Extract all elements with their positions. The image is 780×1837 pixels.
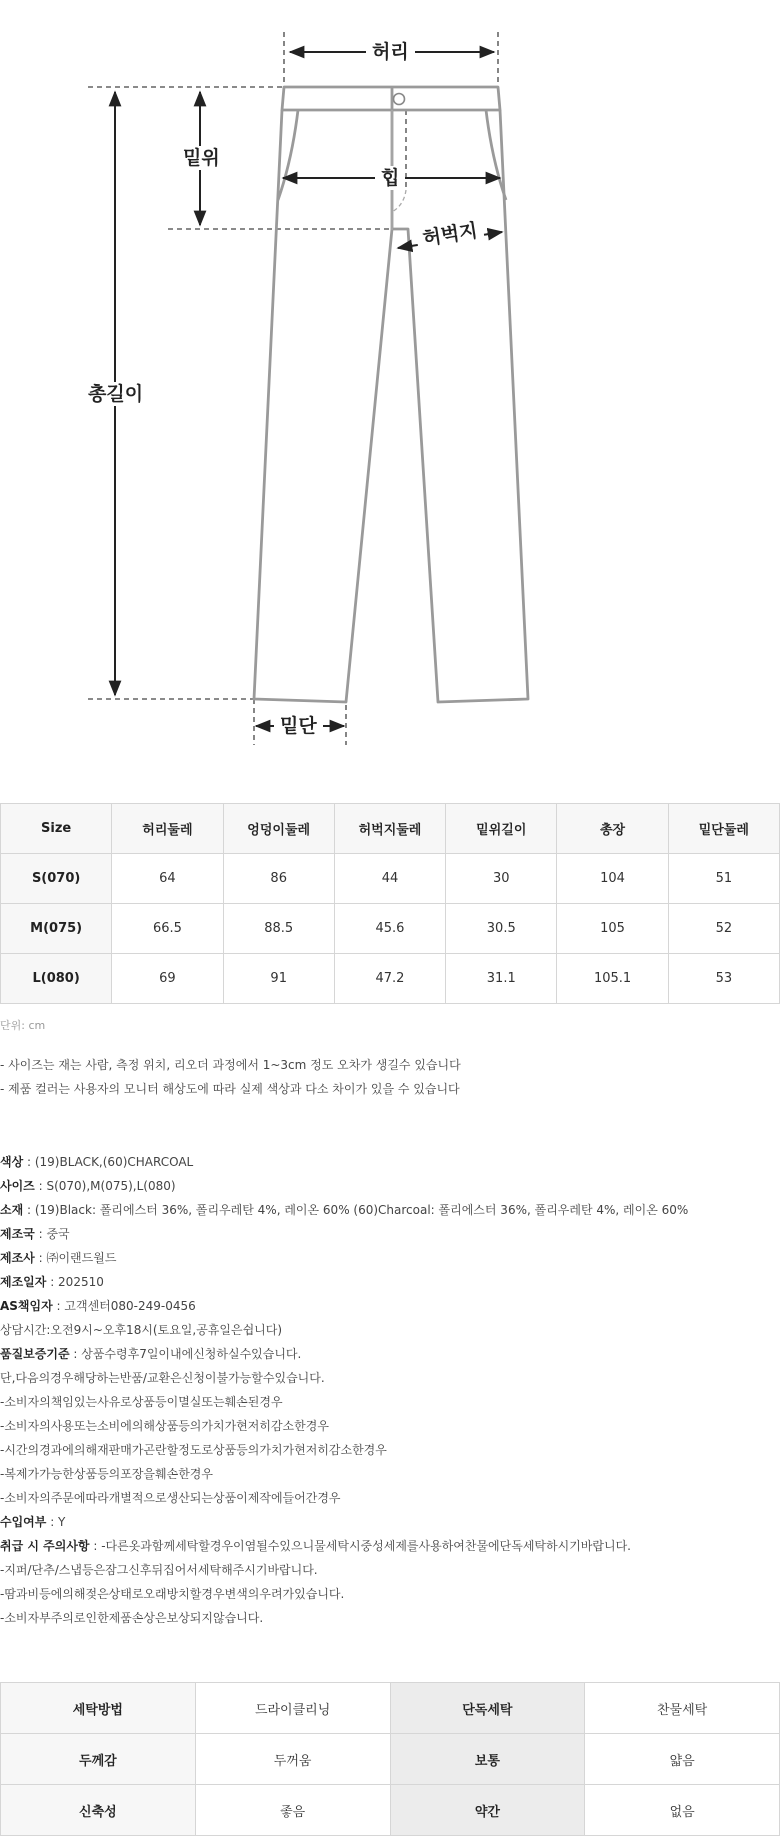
- info-size: [0, 1175, 688, 1199]
- table-row: [1, 954, 780, 1004]
- care-value-cell: 얇음: [585, 1734, 780, 1785]
- care-value-cell: 없음: [585, 1785, 780, 1836]
- info-date: [0, 1271, 688, 1295]
- care-table: [0, 1682, 780, 1836]
- table-row: [1, 1785, 780, 1836]
- care-value-cell-selected: 약간: [390, 1785, 585, 1836]
- info-maker: [0, 1247, 688, 1271]
- table-cell: 31.1: [446, 954, 557, 1004]
- info-label: AS책임자: [0, 1299, 53, 1313]
- info-caution-line: -소비자부주의로인한제품손상은보상되지않습니다.: [0, 1611, 264, 1625]
- size-name-cell: M(075): [1, 904, 112, 954]
- table-cell: 30: [446, 854, 557, 904]
- info-import: [0, 1511, 688, 1535]
- size-measurement-diagram: [0, 0, 780, 760]
- info-caution: [0, 1535, 688, 1559]
- info-value: : Y: [46, 1515, 66, 1529]
- info-material: [0, 1199, 688, 1223]
- info-quality-line: 단,다음의경우해당하는반품/교환은신청이불가능할수있습니다.: [0, 1371, 325, 1385]
- info-color: [0, 1151, 688, 1175]
- size-table-header: 밑위길이: [446, 804, 557, 854]
- info-label: 제조일자: [0, 1275, 47, 1289]
- table-row: [1, 1734, 780, 1785]
- table-cell: 88.5: [223, 904, 334, 954]
- size-table-header: 엉덩이둘레: [223, 804, 334, 854]
- note-line: - 사이즈는 재는 사람, 측정 위치, 리오더 과정에서 1~3cm 정도 오차가 생길수 있습니다: [0, 1058, 461, 1072]
- info-value: : (19)Black: 폴리에스터 36%, 폴리우레탄 4%, 레이온 60% (60)Charcoal: 폴리에스터 36%, 폴리우레탄 4%, 레이온 60%: [23, 1203, 689, 1217]
- size-table: [0, 803, 780, 1004]
- care-label-cell: 신축성: [1, 1785, 196, 1836]
- info-value: : (19)BLACK,(60)CHARCOAL: [23, 1155, 194, 1169]
- care-value-cell: 두꺼움: [195, 1734, 390, 1785]
- info-quality-line: -소비자의사용또는소비에의해상품등의가치가현저히감소한경우: [0, 1419, 329, 1433]
- note-line: - 제품 컬러는 사용자의 모니터 해상도에 따라 실제 색상과 다소 차이가 있을 수 있습니다: [0, 1082, 460, 1096]
- info-caution-line: -지퍼/단추/스냅등은잠그신후뒤집어서세탁해주시기바랍니다.: [0, 1563, 318, 1577]
- hip-label: 힙: [375, 166, 405, 190]
- rise-label: 밑위: [177, 146, 226, 170]
- info-quality: [0, 1343, 688, 1367]
- table-cell: 47.2: [334, 954, 445, 1004]
- table-cell: 105.1: [557, 954, 668, 1004]
- size-table-header-row: [1, 804, 780, 854]
- table-cell: 51: [668, 854, 779, 904]
- info-label: 취급 시 주의사항: [0, 1539, 90, 1553]
- table-cell: 105: [557, 904, 668, 954]
- care-value-cell: 드라이클리닝: [195, 1683, 390, 1734]
- size-name-cell: S(070): [1, 854, 112, 904]
- info-label: 색상: [0, 1155, 24, 1169]
- info-caution-line: -땀과비등에의해젖은상태로오래방치할경우변색의우려가있습니다.: [0, 1587, 345, 1601]
- size-table-header: 총장: [557, 804, 668, 854]
- info-value: : 상품수령후7일이내에신청하실수있습니다.: [69, 1347, 302, 1361]
- size-name-cell: L(080): [1, 954, 112, 1004]
- table-cell: 64: [112, 854, 223, 904]
- info-as: [0, 1295, 688, 1319]
- info-label: 제조국: [0, 1227, 35, 1241]
- table-cell: 69: [112, 954, 223, 1004]
- table-cell: 104: [557, 854, 668, 904]
- product-info: [0, 1151, 688, 1631]
- info-value: : S(070),M(075),L(080): [34, 1179, 176, 1193]
- info-label: 품질보증기준: [0, 1347, 70, 1361]
- hem-label: 밑단: [274, 714, 323, 738]
- table-row: [1, 904, 780, 954]
- table-cell: 86: [223, 854, 334, 904]
- table-cell: 45.6: [334, 904, 445, 954]
- care-value-cell: 찬물세탁: [585, 1683, 780, 1734]
- care-label-cell: 세탁방법: [1, 1683, 196, 1734]
- size-table-header: 밑단둘레: [668, 804, 779, 854]
- table-cell: 30.5: [446, 904, 557, 954]
- total-length-label: 총길이: [82, 382, 149, 406]
- table-row: [1, 1683, 780, 1734]
- size-table-header: Size: [1, 804, 112, 854]
- info-label: 수입여부: [0, 1515, 47, 1529]
- info-value: : 202510: [46, 1275, 104, 1289]
- care-label-cell: 두께감: [1, 1734, 196, 1785]
- info-quality-line: -소비자의책임있는사유로상품등이멸실또는훼손된경우: [0, 1395, 283, 1409]
- info-country: [0, 1223, 688, 1247]
- info-quality-line: -시간의경과에의해재판매가곤란할정도로상품등의가치가현저히감소한경우: [0, 1443, 387, 1457]
- table-cell: 44: [334, 854, 445, 904]
- unit-note: 단위: cm: [0, 1019, 46, 1032]
- table-cell: 91: [223, 954, 334, 1004]
- info-label: 제조사: [0, 1251, 35, 1265]
- care-value-cell: 좋음: [195, 1785, 390, 1836]
- size-table-header: 허벅지둘레: [334, 804, 445, 854]
- pants-illustration: [0, 0, 780, 760]
- size-notes: [0, 1054, 461, 1102]
- waist-label: 허리: [366, 40, 415, 64]
- info-value: : 고객센터080-249-0456: [52, 1299, 196, 1313]
- info-hours: 상담시간:오전9시~오후18시(토요일,공휴일은쉽니다): [0, 1323, 283, 1337]
- table-cell: 66.5: [112, 904, 223, 954]
- info-quality-line: -복제가가능한상품등의포장을훼손한경우: [0, 1467, 213, 1481]
- info-value: : ㈜이랜드월드: [34, 1251, 117, 1265]
- info-value: : -다른옷과함께세탁할경우이염될수있으니물세탁시중성세제를사용하여찬물에단독세탁하시기바랍니다.: [89, 1539, 631, 1553]
- table-cell: 53: [668, 954, 779, 1004]
- info-quality-line: -소비자의주문에따라개별적으로생산되는상품이제작에들어간경우: [0, 1491, 341, 1505]
- care-value-cell-selected: 보통: [390, 1734, 585, 1785]
- table-row: [1, 854, 780, 904]
- info-value: : 중국: [34, 1227, 70, 1241]
- info-label: 사이즈: [0, 1179, 35, 1193]
- care-value-cell-selected: 단독세탁: [390, 1683, 585, 1734]
- size-table-header: 허리둘레: [112, 804, 223, 854]
- info-label: 소재: [0, 1203, 24, 1217]
- table-cell: 52: [668, 904, 779, 954]
- thigh-label: 허벅지: [415, 218, 485, 252]
